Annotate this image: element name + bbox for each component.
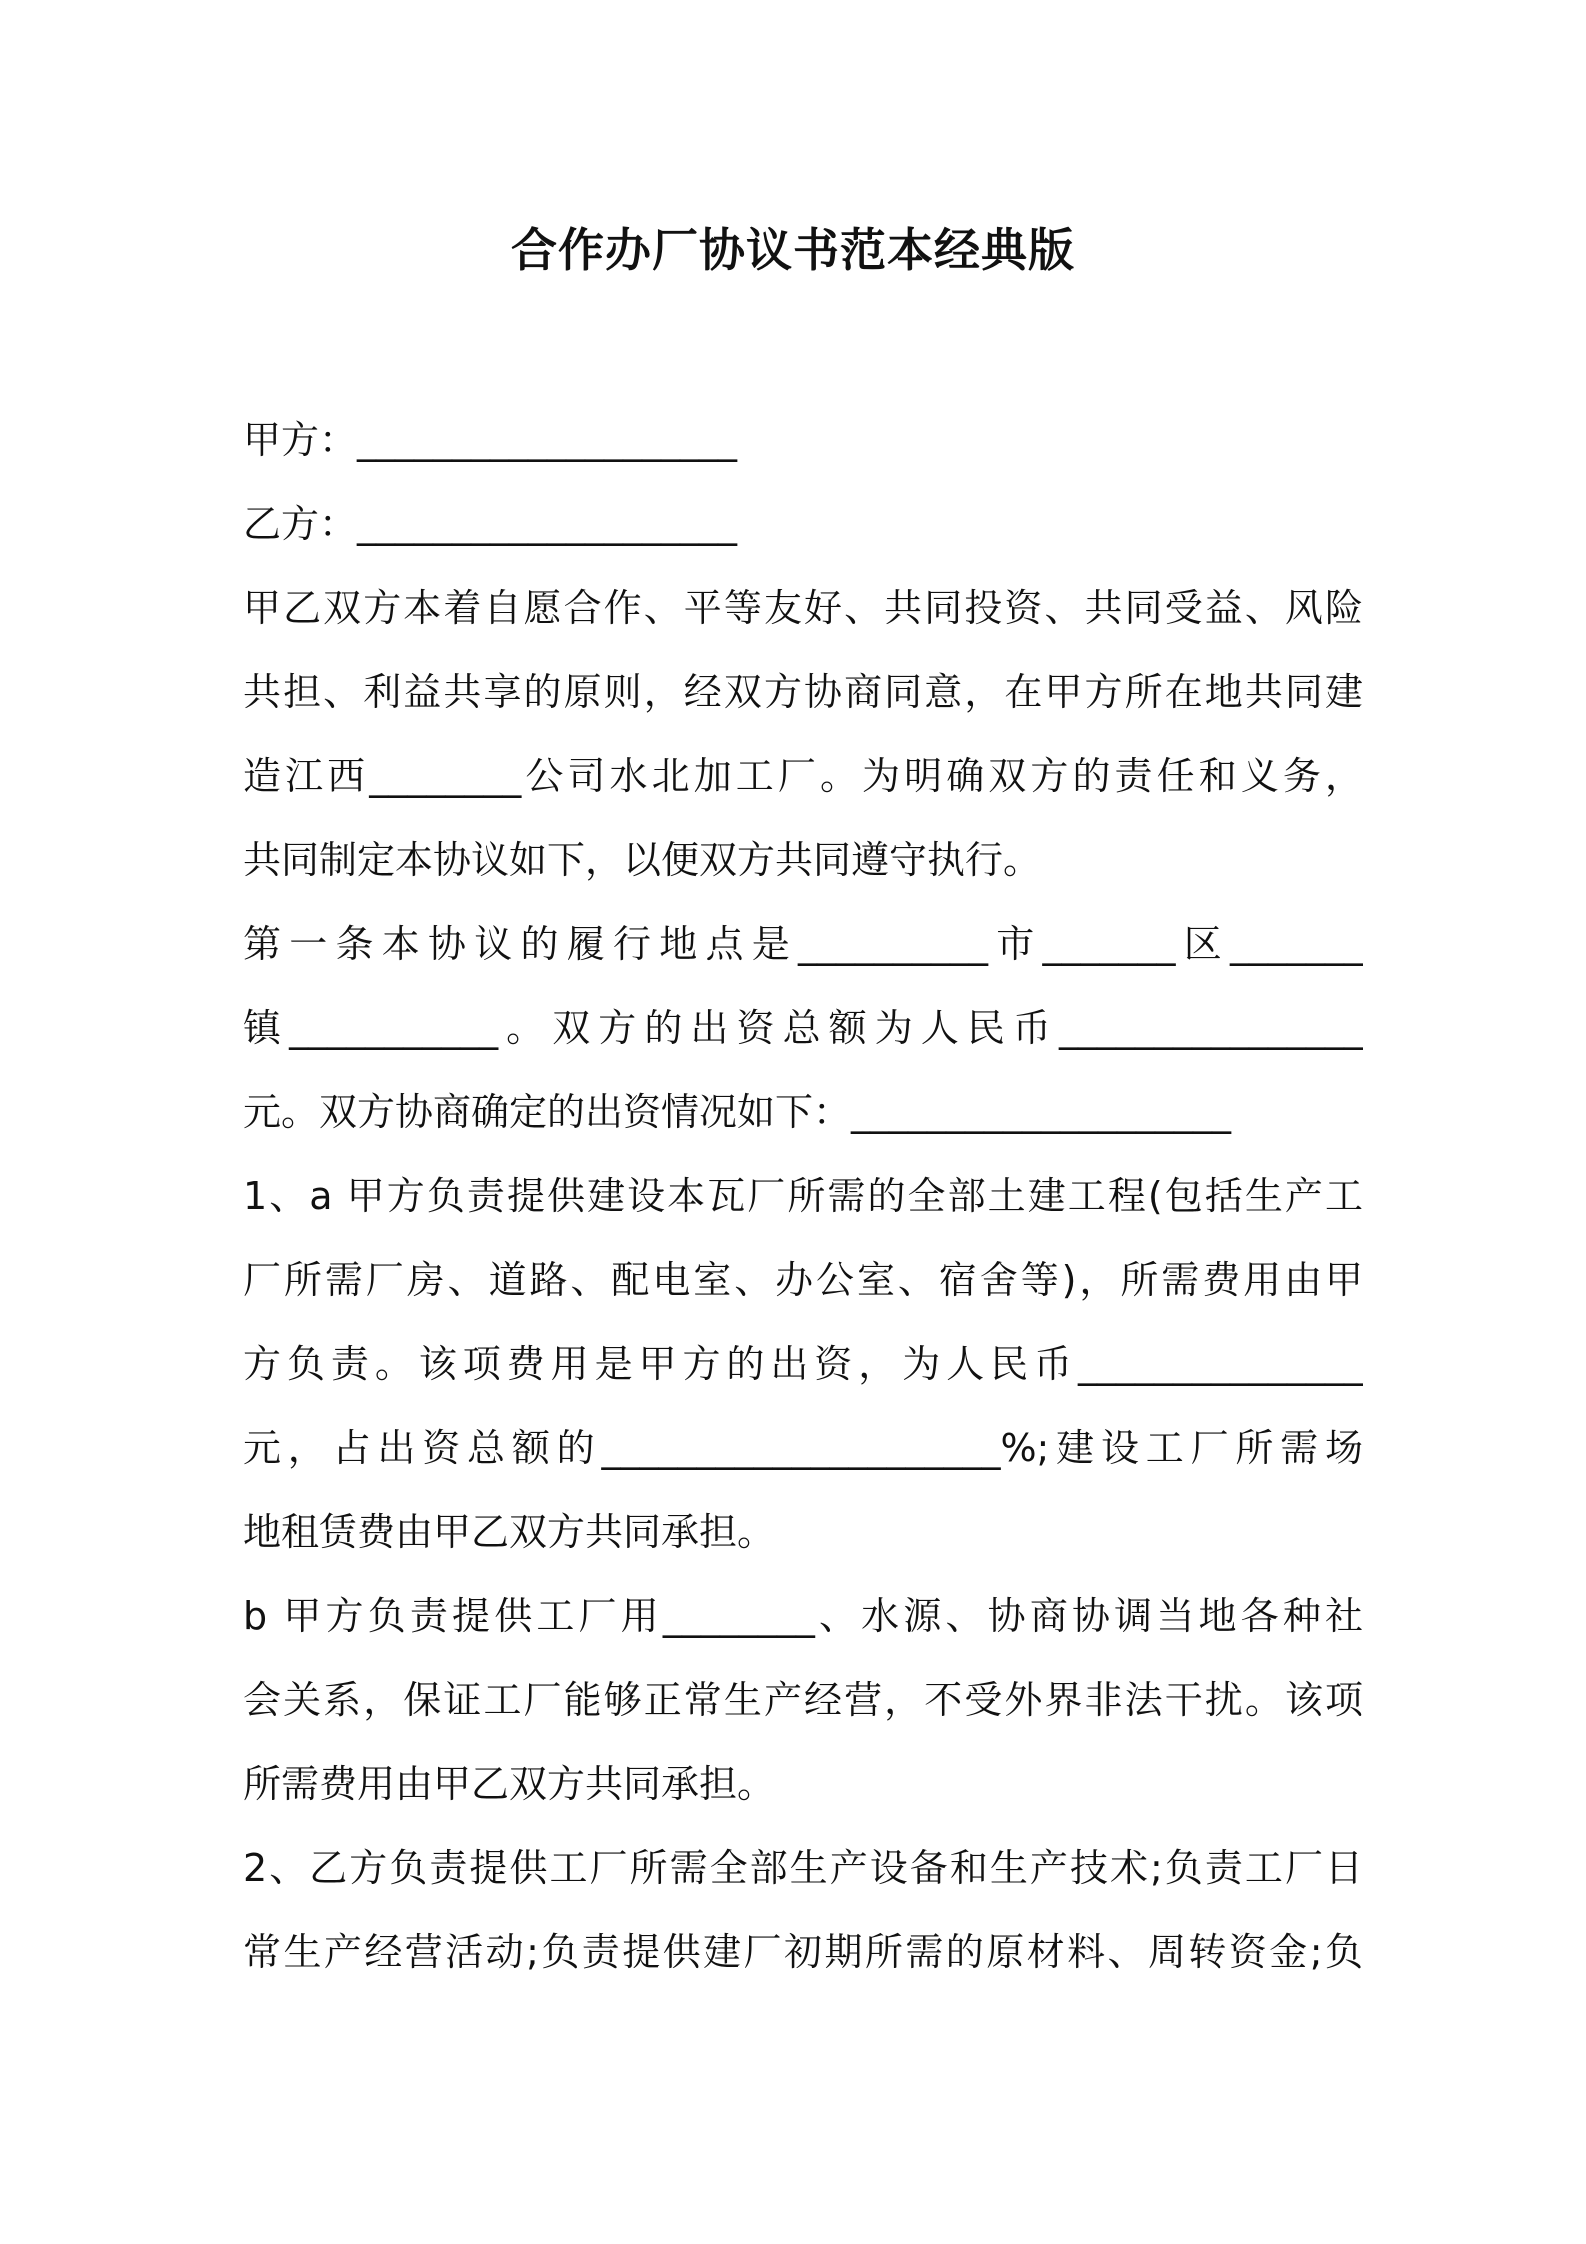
paragraph-line: 共同制定本协议如下，以便双方共同遵守执行。 xyxy=(243,838,1042,882)
clause-line: 厂所需厂房、道路、配电室、办公室、宿舍等)，所需费用由甲 xyxy=(243,1258,1363,1302)
document-body xyxy=(243,398,1363,1994)
paragraph-line: 造江西________公司水北加工厂。为明确双方的责任和义务， xyxy=(243,754,1363,798)
clause-line: 常生产经营活动;负责提供建厂初期所需的原材料、周转资金;负 xyxy=(243,1930,1363,1974)
clause-line: 元，占出资总额的_____________________%;建设工厂所需场 xyxy=(243,1426,1363,1470)
paragraph-line: 共担、利益共享的原则，经双方协商同意，在甲方所在地共同建 xyxy=(243,670,1363,714)
paragraph-line: 甲乙双方本着自愿合作、平等友好、共同投资、共同受益、风险 xyxy=(243,586,1363,630)
clause-line: 地租赁费由甲乙双方共同承担。 xyxy=(243,1510,776,1554)
clause-line: b 甲方负责提供工厂用________、水源、协商协调当地各种社 xyxy=(243,1594,1363,1638)
clause-line: 1、a 甲方负责提供建设本瓦厂所需的全部土建工程(包括生产工 xyxy=(243,1174,1363,1218)
document-title: 合作办厂协议书范本经典版 xyxy=(511,223,1075,277)
party-a-line: 甲方：____________________ xyxy=(243,418,738,462)
clause-line: 2、乙方负责提供工厂所需全部生产设备和生产技术;负责工厂日 xyxy=(243,1846,1363,1890)
clause-line: 第一条本协议的履行地点是__________市_______区_______ xyxy=(243,922,1363,966)
clause-line: 方负责。该项费用是甲方的出资，为人民币_______________ xyxy=(243,1342,1363,1386)
clause-line: 镇___________。双方的出资总额为人民币________________ xyxy=(243,1006,1363,1050)
party-b-line: 乙方：____________________ xyxy=(243,502,738,546)
clause-line: 会关系，保证工厂能够正常生产经营，不受外界非法干扰。该项 xyxy=(243,1678,1363,1722)
clause-line: 所需费用由甲乙双方共同承担。 xyxy=(243,1762,776,1806)
clause-line: 元。双方协商确定的出资情况如下：____________________ xyxy=(243,1090,1232,1134)
